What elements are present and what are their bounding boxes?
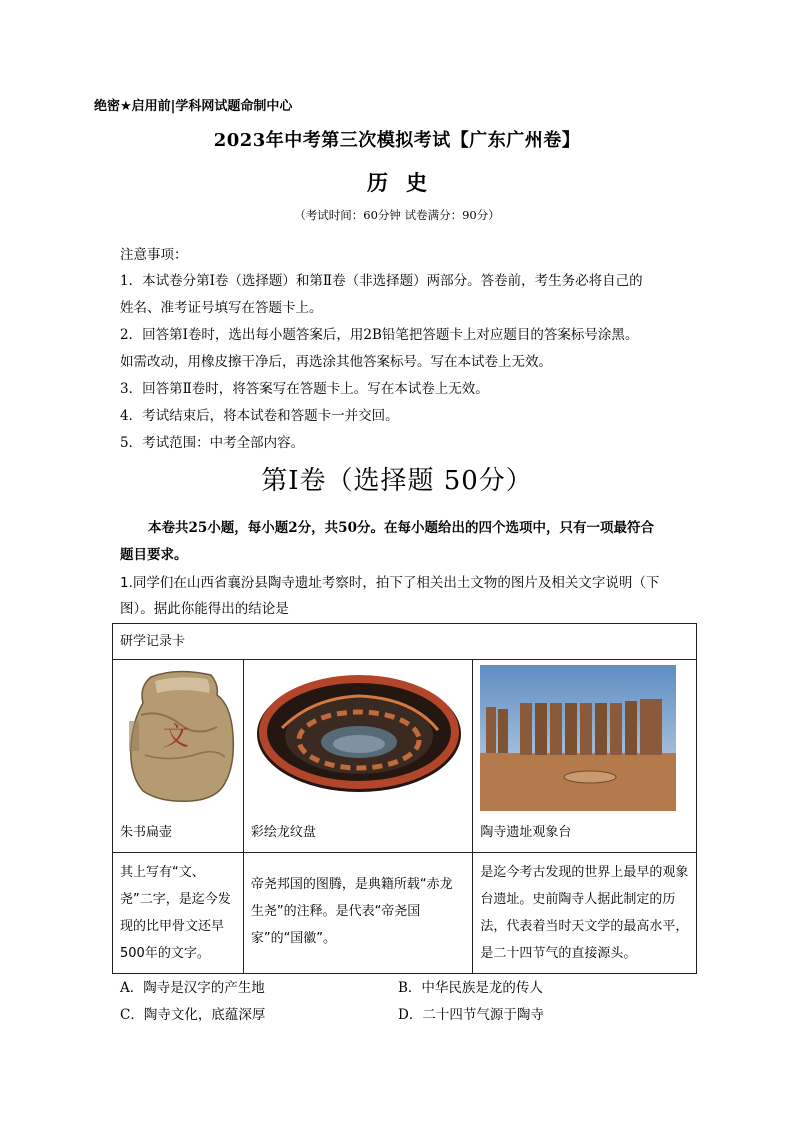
question-1-stem: 1.同学们在山西省襄汾县陶寺遗址考察时，拍下了相关出土文物的图片及相关文字说明（下 [120,575,660,591]
caption-observatory: 陶寺遗址观象台 [480,825,572,840]
note-line: 1．本试卷分第Ⅰ卷（选择题）和第Ⅱ卷（非选择题）两部分。答卷前，考生务必将自己的 [120,273,643,289]
section-instructions-cont: 题目要求。 [120,547,188,563]
section-instructions: 本卷共25小题，每小题2分，共50分。在每小题给出的四个选项中，只有一项最符合 [148,520,654,536]
notes-heading: 注意事项： [120,247,188,263]
note-line: 4．考试结束后，将本试卷和答题卡一并交回。 [120,408,399,424]
description-dragon-plate: 帝尧邦国的图腾，是典籍所载“赤龙生尧”的注释。是代表“帝尧国家”的“国徽”。 [243,853,473,974]
svg-text:文: 文 [163,722,190,752]
flat-pot-image [121,665,239,805]
description-flat-pot: 其上写有“文、尧”二字，是迄今发现的比甲骨文还早500年的文字。 [113,853,244,974]
option-d[interactable]: D．二十四节气源于陶寺 [398,1007,544,1023]
observatory-image [480,665,676,811]
artifact-cell-observatory [473,660,697,853]
exam-time-info: （考试时间：60分钟 试卷满分：90分） [294,208,500,222]
caption-dragon-plate: 彩绘龙纹盘 [250,825,316,840]
artifact-cell-dragon-plate [243,660,473,853]
note-line: 3．回答第Ⅱ卷时，将答案写在答题卡上。写在本试卷上无效。 [120,381,489,397]
note-line: 2．回答第Ⅰ卷时，选出每小题答案后，用2B铅笔把答题卡上对应题目的答案标号涂黑。 [120,327,639,343]
card-title: 研学记录卡 [113,624,697,660]
artifact-cell-flat-pot [113,660,244,853]
question-1-stem-cont: 图）。据此你能得出的结论是 [120,601,289,617]
option-a[interactable]: A．陶寺是汉字的产生地 [120,980,265,996]
part-one-title: 第Ⅰ卷（选择题 50分） [261,466,533,496]
caption-flat-pot: 朱书扁壶 [120,825,173,840]
exam-title: 2023年中考第三次模拟考试【广东广州卷】 [213,130,581,151]
dragon-plate-image [252,668,466,808]
note-line: 如需改动，用橡皮擦干净后，再选涂其他答案标号。写在本试卷上无效。 [120,354,552,370]
note-line: 姓名、准考证号填写在答题卡上。 [120,300,323,316]
study-record-card [112,623,697,974]
option-c[interactable]: C．陶寺文化，底蕴深厚 [120,1007,266,1023]
subject-title: 历史 [367,170,445,195]
confidential-header: 绝密★启用前|学科网试题命制中心 [94,99,293,114]
note-line: 5．考试范围：中考全部内容。 [120,435,305,451]
option-b[interactable]: B．中华民族是龙的传人 [398,980,543,996]
description-observatory: 是迄今考古发现的世界上最早的观象台遗址。史前陶寺人据此制定的历法，代表着当时天文学的最高水平，是二十四节气的直接源头。 [473,853,697,974]
